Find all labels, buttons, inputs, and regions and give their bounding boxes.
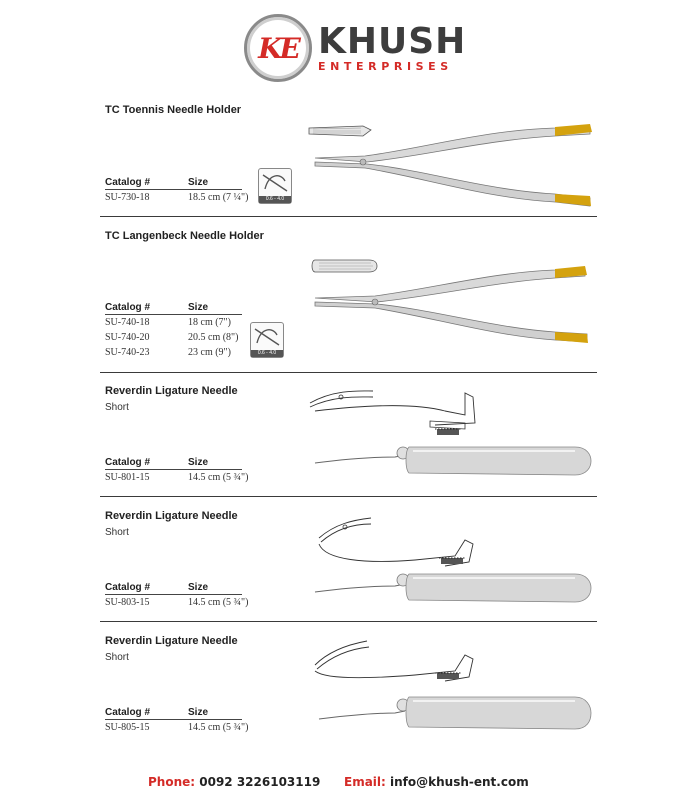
brand-tagline: ENTERPRISES (318, 60, 453, 73)
size-value: 14.5 cm (5 ¾") (188, 597, 249, 608)
product-title: TC Langenbeck Needle Holder (105, 230, 264, 242)
suture-range-label: 0.6 - 4.0 (251, 350, 283, 357)
brand-logo (244, 14, 466, 82)
size-value: 23 cm (9") (188, 347, 231, 358)
email-address[interactable]: info@khush-ent.com (390, 775, 529, 789)
header-underline (105, 469, 242, 470)
catalog-header: Catalog # (105, 177, 151, 188)
product-subtitle: Short (105, 527, 129, 538)
catalog-number: SU-740-20 (105, 332, 150, 343)
catalog-header: Catalog # (105, 582, 151, 593)
ligature-needle-illustration (305, 635, 595, 740)
phone-label: Phone: (148, 775, 196, 789)
catalog-number: SU-740-23 (105, 347, 150, 358)
email-label: Email: (344, 775, 386, 789)
size-value: 14.5 cm (5 ¾") (188, 722, 249, 733)
header-underline (105, 719, 242, 720)
size-value: 18 cm (7") (188, 317, 231, 328)
size-header: Size (188, 302, 209, 313)
size-header: Size (188, 707, 209, 718)
catalog-number: SU-803-15 (105, 597, 150, 608)
product-title: Reverdin Ligature Needle (105, 635, 238, 647)
header-underline (105, 594, 242, 595)
product-title: TC Toennis Needle Holder (105, 104, 242, 116)
size-value: 18.5 cm (7 ¼") (188, 192, 249, 203)
product-title: Reverdin Ligature Needle (105, 385, 238, 397)
section-divider (100, 496, 597, 497)
catalog-number: SU-801-15 (105, 472, 150, 483)
needle-holder-illustration (305, 254, 595, 346)
ligature-needle-illustration (305, 510, 595, 610)
product-subtitle: Short (105, 402, 129, 413)
logo-emblem (244, 14, 312, 82)
header-underline (105, 189, 242, 190)
header-underline (105, 314, 242, 315)
catalog-header: Catalog # (105, 707, 151, 718)
section-divider (100, 372, 597, 373)
catalog-number: SU-740-18 (105, 317, 150, 328)
phone-number[interactable]: 0092 3226103119 (199, 775, 321, 789)
logo-wordmark (318, 23, 466, 73)
size-header: Size (188, 457, 209, 468)
catalog-header: Catalog # (105, 457, 151, 468)
product-title: Reverdin Ligature Needle (105, 510, 238, 522)
email-contact (344, 775, 529, 789)
ligature-needle-illustration (305, 385, 595, 485)
suture-size-icon (258, 168, 292, 204)
phone-contact (148, 775, 320, 789)
logo-monogram: KE (258, 31, 298, 65)
product-subtitle: Short (105, 652, 129, 663)
catalog-number: SU-730-18 (105, 192, 150, 203)
catalog-number: SU-805-15 (105, 722, 150, 733)
size-header: Size (188, 177, 209, 188)
size-header: Size (188, 582, 209, 593)
needle-holder-illustration (305, 118, 595, 210)
catalog-header: Catalog # (105, 302, 151, 313)
size-value: 20.5 cm (8") (188, 332, 239, 343)
section-divider (100, 621, 597, 622)
suture-range-label: 0.6 - 4.0 (259, 196, 291, 203)
section-divider (100, 216, 597, 217)
suture-size-icon (250, 322, 284, 358)
brand-name: KHUSH (318, 21, 467, 62)
size-value: 14.5 cm (5 ¾") (188, 472, 249, 483)
